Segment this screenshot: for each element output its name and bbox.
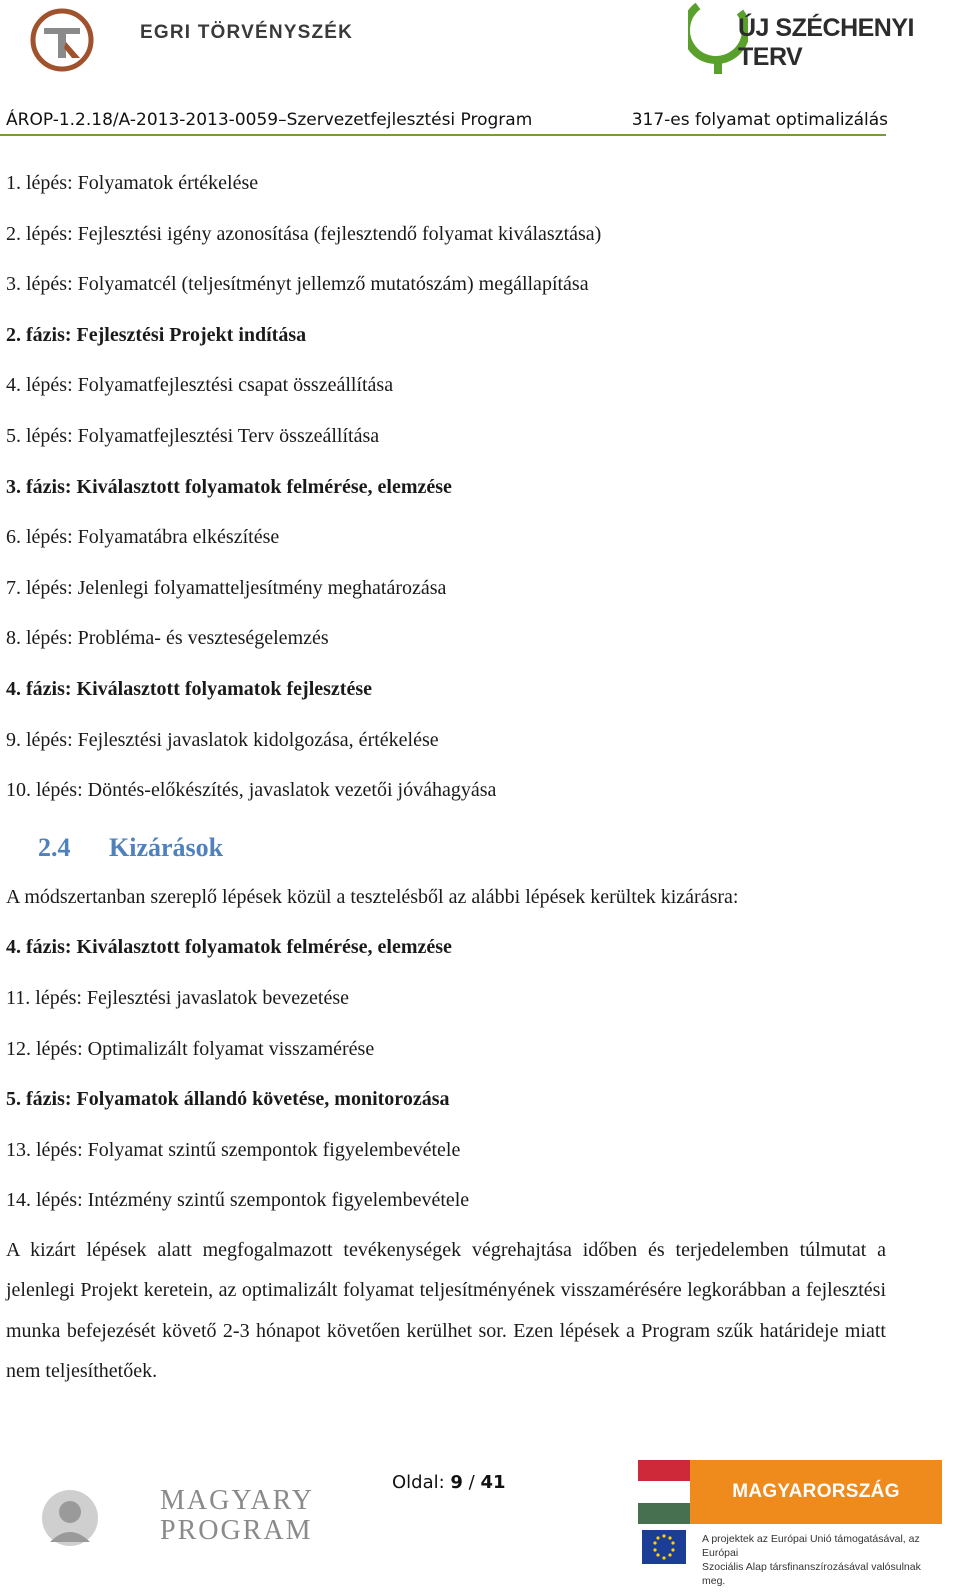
magyary-line2: PROGRAM — [160, 1515, 313, 1546]
list-item: 11. lépés: Fejlesztési javaslatok bevezetése — [6, 986, 350, 1009]
phase-heading: 4. fázis: Kiválasztott folyamatok felmérése, elemzése — [6, 936, 452, 959]
phase-heading: 2. fázis: Fejlesztési Projekt indítása — [6, 323, 307, 346]
intro-text: A módszertanban szereplő lépések közül a tesztelésből az alábbi lépések kerültek kizárásra: — [6, 885, 739, 908]
page-separator: / — [462, 1472, 481, 1493]
document-body — [6, 168, 886, 1392]
list-item: 10. lépés: Döntés-előkészítés, javaslatok vezetői jóváhagyása — [6, 779, 497, 802]
list-item: 4. lépés: Folyamatfejlesztési csapat összeállítása — [6, 374, 394, 397]
closing-paragraph: A kizárt lépések alatt megfogalmazott tevékenységek végrehajtása időben és terjedelemben túlmutat a jelenlegi Projekt keretein, az optimalizált folyamat teljesítményének visszamérésére legkorábban a fejlesztési munka befejezését követő 2-3 hónapot követően kerülhet sor. Ezen lépések a Program szűk határideje miatt nem teljesíthetőek. — [6, 1238, 886, 1383]
excluded-list — [6, 932, 886, 1236]
magyary-portrait-icon — [40, 1486, 100, 1550]
szechenyi-terv-name: ÚJ SZÉCHENYI TERV — [738, 14, 914, 71]
page-number — [392, 1472, 506, 1493]
eu-flag-icon — [642, 1530, 686, 1564]
list-item: 2. lépés: Fejlesztési igény azonosítása (fejlesztendő folyamat kiválasztása) — [6, 222, 602, 245]
section-number: 2.4 — [38, 832, 71, 862]
list-item: 8. lépés: Probléma- és veszteségelemzés — [6, 627, 329, 650]
list-item: 9. lépés: Fejlesztési javaslatok kidolgozása, értékelése — [6, 728, 439, 751]
eu-note-line2: Szociális Alap társfinanszírozásával valósulnak meg. — [702, 1561, 921, 1587]
banner-text: MAGYARORSZÁG MEGÚJUL — [690, 1460, 942, 1524]
page-header — [0, 0, 960, 140]
page-total: 41 — [480, 1472, 506, 1493]
list-item: 12. lépés: Optimalizált folyamat visszamérése — [6, 1037, 375, 1060]
hungarian-flag-icon — [638, 1460, 690, 1524]
phase-heading: 5. fázis: Folyamatok állandó követése, monitorozása — [6, 1088, 450, 1111]
list-item: 7. lépés: Jelenlegi folyamatteljesítmény meghatározása — [6, 576, 447, 599]
project-line: 317-es folyamat optimalizálás — [631, 110, 888, 130]
section-title: Kizárások — [109, 832, 224, 862]
magyary-line1: MAGYARY — [160, 1485, 315, 1516]
list-item: 5. lépés: Folyamatfejlesztési Terv összeállítása — [6, 424, 380, 447]
list-item: 1. lépés: Folyamatok értékelése — [6, 172, 259, 194]
magyarorszag-megujul-banner — [638, 1460, 942, 1587]
step-list — [6, 168, 886, 826]
list-item: 14. lépés: Intézmény szintű szempontok figyelembevétele — [6, 1189, 470, 1212]
list-item: 6. lépés: Folyamatábra elkészítése — [6, 526, 280, 549]
egri-torvenyszek-logo — [30, 8, 94, 72]
phase-heading: 4. fázis: Kiválasztott folyamatok fejlesztése — [6, 677, 372, 700]
list-item: 13. lépés: Folyamat szintű szempontok figyelembevétele — [6, 1138, 461, 1161]
program-line: ÁROP-1.2.18/A-2013-2013-0059–Szervezetfejlesztési Program — [6, 110, 533, 130]
section-heading — [6, 826, 886, 882]
magyary-program-logo — [40, 1485, 315, 1558]
egri-torvenyszek-name: EGRI TÖRVÉNYSZÉK — [140, 22, 354, 43]
phase-heading: 3. fázis: Kiválasztott folyamatok felmérése, elemzése — [6, 475, 452, 498]
list-item: 3. lépés: Folyamatcél (teljesítményt jellemző mutatószám) megállapítása — [6, 273, 589, 296]
eu-note-line1: A projektek az Európai Unió támogatásával, az Európai — [702, 1533, 920, 1559]
header-rule — [0, 134, 886, 136]
page-current: 9 — [450, 1472, 463, 1493]
page-label: Oldal: — [392, 1472, 451, 1493]
